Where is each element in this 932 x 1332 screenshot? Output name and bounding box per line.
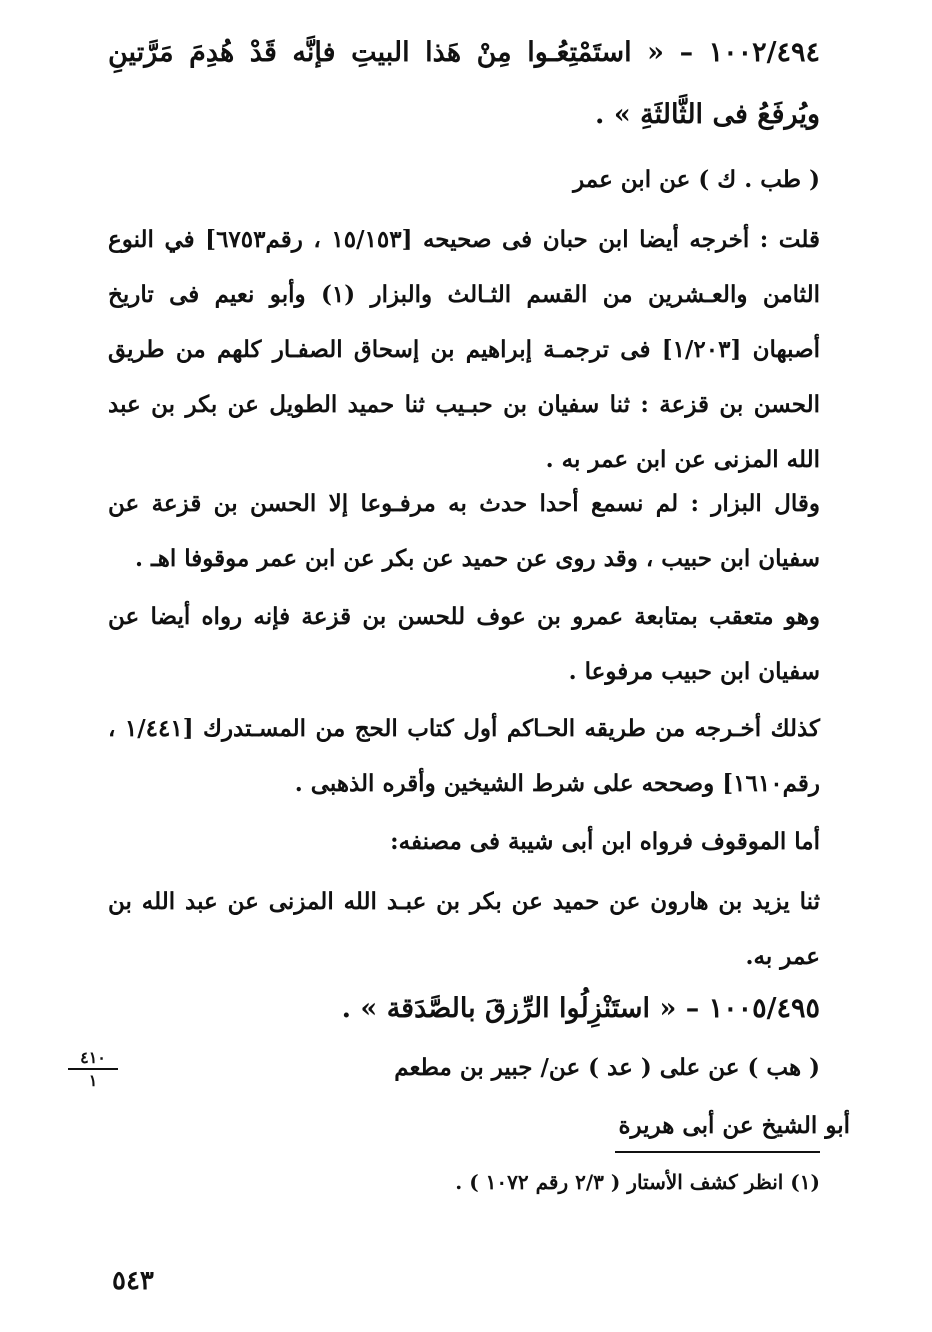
hadith-495-text: ١٠٠٥/٤٩٥ – « استَنْزِلُوا الرِّزقَ بالصَّدَقة » . [341,993,820,1024]
commentary-paragraph: كذلك أخـرجه من طريقه الحـاكم أول كتاب الحج من المسـتدرك [١/٤٤١ ، رقم١٦١٠] وصححه على شرط الشيخين وأقره الذهبى . [108,715,820,797]
commentary-paragraph: قلت : أخرجه أيضا ابن حبان فى صحيحه [١٥/١٥٣ ، رقم٦٧٥٣] في النوع الثامن والعـشرين من القسم الثـالث والبزار (١) وأبو نعيم فى تاريخ أصبهان [١/٢٠٣] فى ترجمـة إبراهيم بن إسحاق الصفـار كلهم من طريق الحسن بن قزعة : ثنا سفيان بن حبـيب ثنا حميد الطويل عن بكر بن عبد الله المزنى عن ابن عمر به . [108,226,820,473]
hadith-494-source: ( طب . ك ) عن ابن عمر [573,166,820,193]
hadith-494-text: ١٠٠٢/٤٩٤ – « استَمْتِعُـوا مِنْ هَذا البيتِ فإنَّه قَدْ هُدِمَ مَرَّتينِ ويُرفَعُ فى الثَّالثَةِ » . [108,37,820,130]
margin-reference [68,1048,118,1092]
commentary-paragraph: وهو متعقب بمتابعة عمرو بن عوف للحسن بن قزعة فإنه رواه أيضا عن سفيان ابن حبيب مرفوعا . [108,603,820,685]
footnote-divider [615,1151,820,1153]
margin-reference-numerator: ٤١٠ [68,1048,118,1070]
commentary-paragraph: أما الموقوف فرواه ابن أبى شيبة فى مصنفه: [390,828,820,855]
margin-reference-denominator: ١ [88,1071,98,1090]
commentary-paragraph: ثنا يزيد بن هارون عن حميد عن بكر بن عبـد الله المزنى عن عبد الله بن عمر به. [108,888,820,970]
hadith-495-source-secondary: أبو الشيخ عن أبى هريرة [618,1112,850,1139]
commentary-paragraph: وقال البزار : لم نسمع أحدا حدث به مرفـوعا إلا الحسن بن قزعة عن سفيان ابن حبيب ، وقد روى عن حميد عن بكر عن ابن عمر موقوفا اهـ . [108,490,820,572]
footnote: (١) انظر كشف الأستار ( ٢/٣ رقم ١٠٧٢ ) . [455,1170,820,1194]
page-number: ٥٤٣ [112,1266,154,1296]
hadith-495-source: ( هب ) عن على ( عد ) عن/ جبير بن مطعم [394,1054,820,1081]
